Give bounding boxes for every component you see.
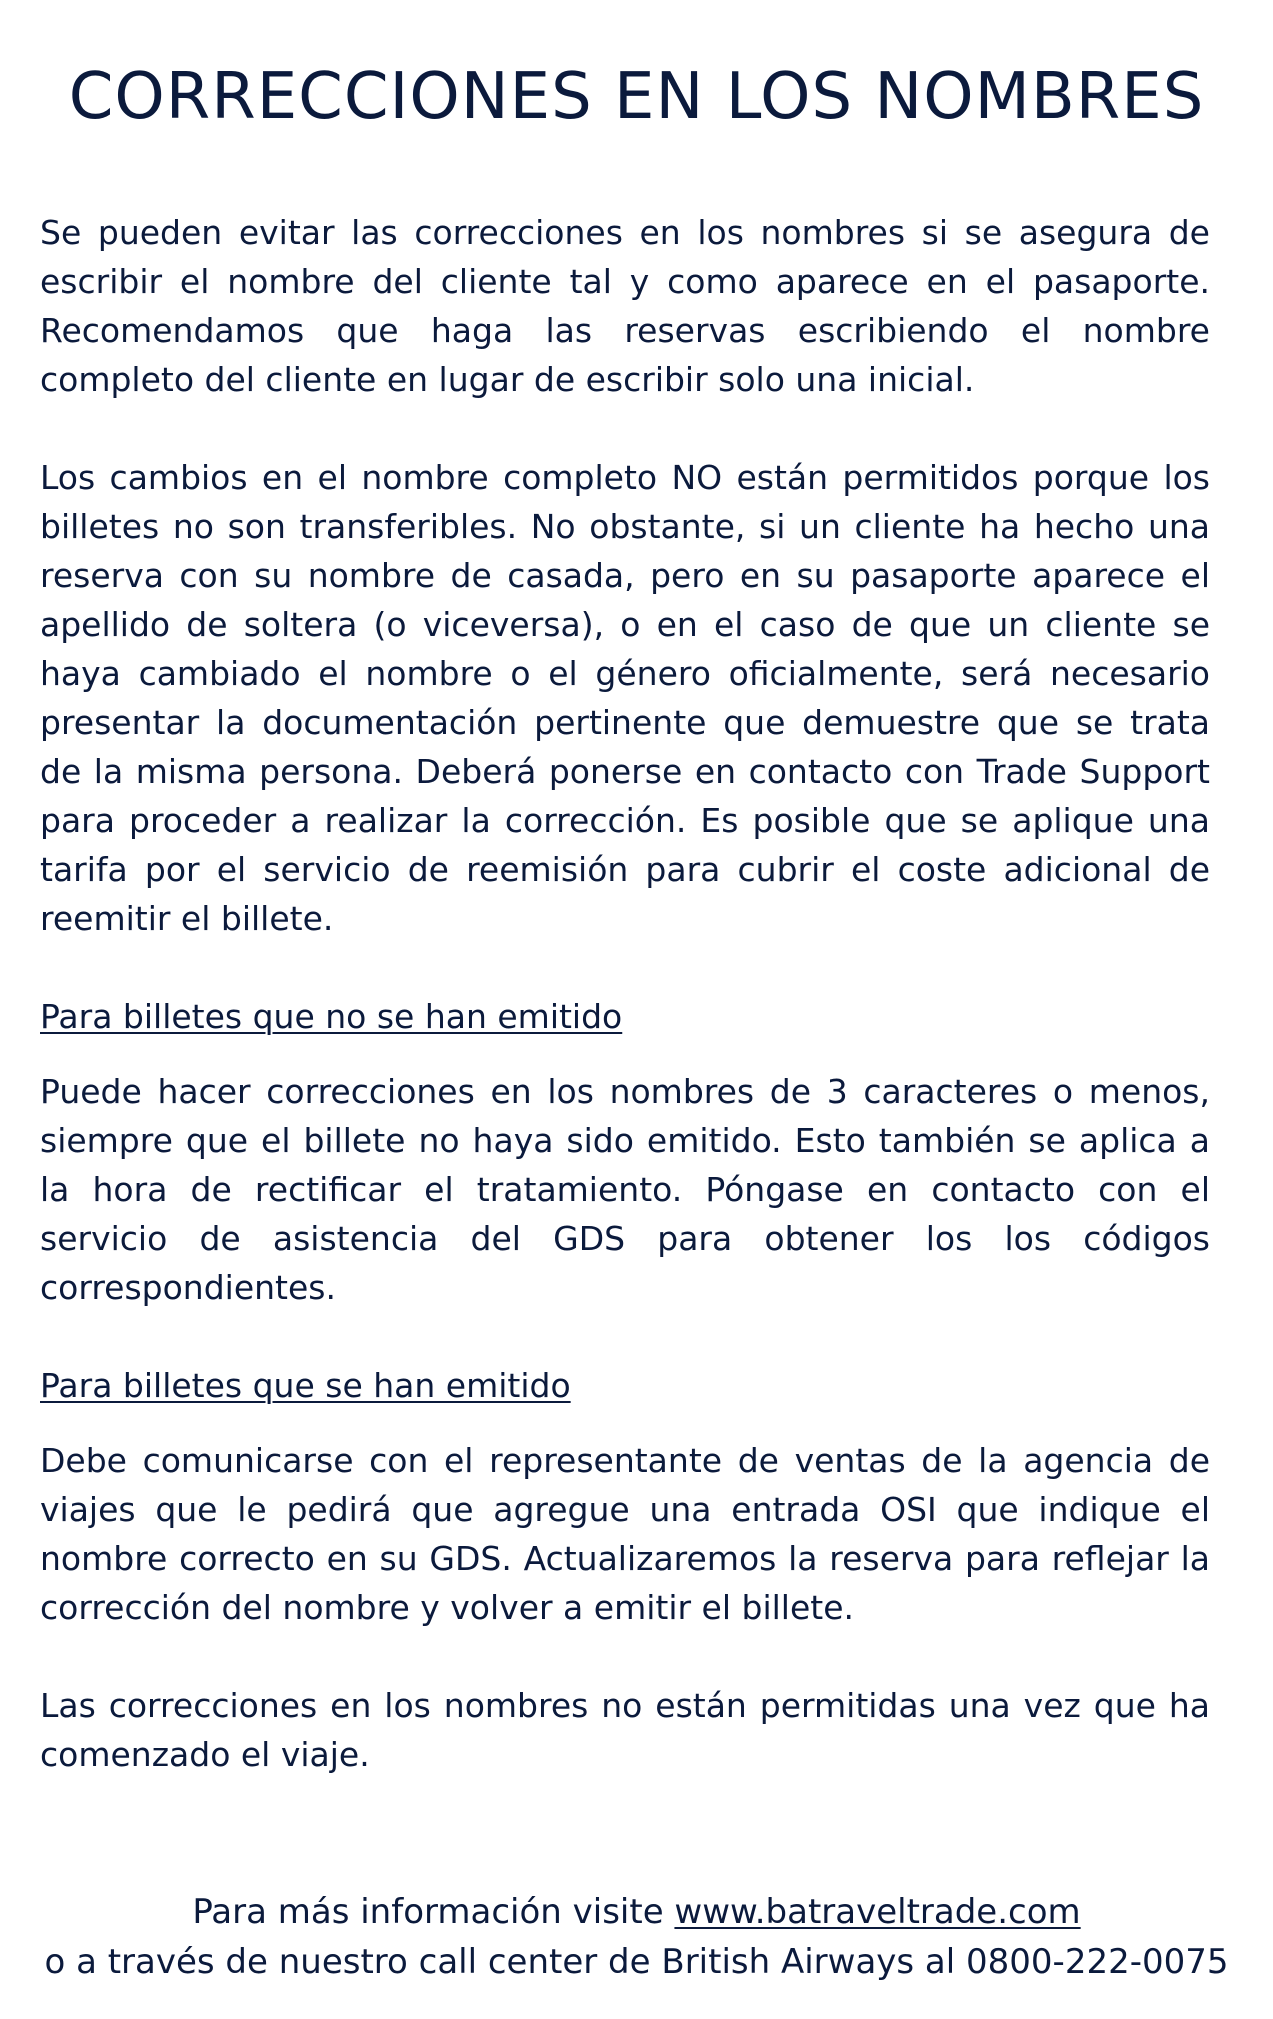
section-heading-issued: Para billetes que se han emitido	[40, 1366, 571, 1405]
section-heading-not-issued: Para billetes que no se han emitido	[40, 997, 623, 1036]
footer-info-text: Para más información visite	[192, 1892, 675, 1932]
footer	[0, 1887, 1273, 1987]
page-title: CORRECCIONES EN LOS NOMBRES	[68, 60, 1205, 134]
closing-paragraph: Las correcciones en los nombres no están permitidas una vez que ha comenzado el viaje.	[40, 1686, 1210, 1774]
name-change-policy-paragraph: Los cambios en el nombre completo NO están permitidos porque los billetes no son transferibles. No obstante, si un cliente ha hecho una reserva con su nombre de casada, pero en su pasaporte aparece el apellido de soltera (o viceversa), o en el caso de que un cliente se haya cambiado el nombre o el género oficialmente, será necesario presentar la documentación pertinente que demuestre que se trata de la misma persona. Deberá ponerse en contacto con Trade Support para proceder a realizar la corrección. Es posible que se aplique una tarifa por el servicio de reemisión para cubrir el coste adicional de reemitir el billete.	[40, 458, 1210, 938]
issued-paragraph: Debe comunicarse con el representante de ventas de la agencia de viajes que le pedirá que agregue una entrada OSI que indique el nombre correcto en su GDS. Actualizaremos la reserva para reflejar la corrección del nombre y volver a emitir el billete.	[40, 1441, 1210, 1627]
document-body	[40, 208, 1210, 1779]
website-link[interactable]: www.batraveltrade.com	[674, 1892, 1081, 1932]
not-issued-paragraph: Puede hacer correcciones en los nombres de 3 caracteres o menos, siempre que el billete no haya sido emitido. Esto también se aplica a la hora de rectificar el tratamiento. Póngase en contacto con el servicio de asistencia del GDS para obtener los los códigos correspondientes.	[40, 1072, 1210, 1307]
footer-line-1	[0, 1887, 1273, 1937]
intro-paragraph: Se pueden evitar las correcciones en los nombres si se asegura de escribir el nombre del cliente tal y como aparece en el pasaporte. Recomendamos que haga las reservas escribiendo el nombre completo del cliente en lugar de escribir solo una inicial.	[40, 213, 1210, 399]
footer-call-center-text: o a través de nuestro call center de British Airways al 0800-222-0075	[44, 1942, 1229, 1982]
